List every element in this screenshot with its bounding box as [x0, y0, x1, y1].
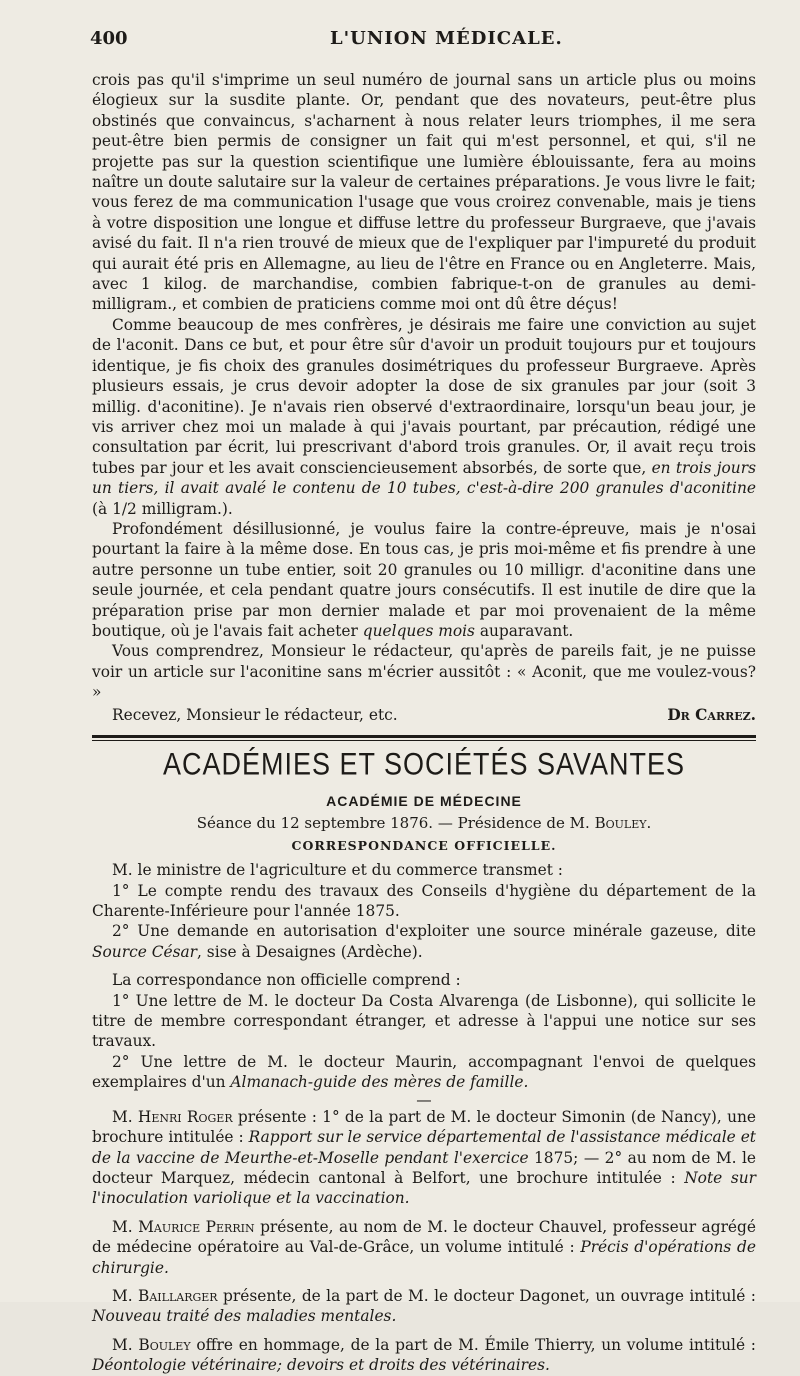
- letter-paragraph-3: Profondément désillusionné, je voulus faire la contre-épreuve, mais je n'osai pourtant la faire à la même dose. En tous cas, je pris moi-même et fis prendre à une autre personne un tube entier, soit 20 granules ou 10 milligr. d'aconitine dans une seule journée, et cela pendant quatre jours consécutifs. Il est inutile de dire que la préparation prise par mon dernier malade et par moi provenaient de la même boutique, où je l'avais fait acheter quelques mois auparavant.: [92, 519, 756, 640]
- section-divider: [92, 735, 756, 741]
- official-item-1: 1° Le compte rendu des travaux des Conseils d'hygiène du département de la Charente-Inférieure pour l'année 1875.: [92, 881, 756, 921]
- baillarger-paragraph: M. Baillarger présente, de la part de M. le docteur Dagonet, un ouvrage intitulé : Nouveau traité des maladies mentales.: [92, 1286, 756, 1326]
- letter-closing: Recevez, Monsieur le rédacteur, etc.: [112, 705, 398, 724]
- letter-paragraph-2: Comme beaucoup de mes confrères, je désirais me faire une conviction au sujet de l'aconit. Dans ce but, et pour être sûr d'avoir un produit toujours pur et toujours identique, je fis choix des granules dosimétriques du professeur Burgraeve. Après plusieurs essais, je crus devoir adopter la dose de six granules par jour (soit 3 millig. d'aconitine). Je n'avais rien observé d'extraordinaire, lorsqu'un beau jour, je vis arriver chez moi un malade à qui j'avais pourtant, par précaution, rédigé une consultation par écrit, lui prescrivant d'abord trois granules. Or, il avait reçu trois tubes par jour et les avait consciencieusement absorbés, de sorte que, en trois jours un tiers, il avait avalé le contenu de 10 tubes, c'est-à-dire 200 granules d'aconitine (à 1/2 milligram.).: [92, 315, 756, 518]
- nonofficial-item-1: 1° Une lettre de M. le docteur Da Costa Alvarenga (de Lisbonne), qui sollicite le titre de membre correspondant étranger, et adresse à l'appui une notice sur ses travaux.: [92, 991, 756, 1051]
- official-item-2: 2° Une demande en autorisation d'exploiter une source minérale gazeuse, dite Source César, sise à Desaignes (Ardèche).: [92, 922, 756, 961]
- seance-line: Séance du 12 septembre 1876. — Présidence de M. Bouley.: [196, 814, 652, 833]
- section-title: ACADÉMIES ET SOCIÉTÉS SAVANTES: [162, 746, 686, 782]
- roger-paragraph: M. Henri Roger présente : 1° de la part de M. le docteur Simonin (de Nancy), une brochure intitulée : Rapport sur le service départemental de l'assistance médicale et de la vaccine de Meurthe-et-Moselle pendant l'exercice 1875; — 2° au nom de M. le docteur Marquez, médecin cantonal à Belfort, une brochure intitulée : Note sur l'inoculation variolique et la vaccination.: [92, 1107, 756, 1208]
- letter-signature: Dr Carrez.: [667, 705, 756, 724]
- page-number: 400: [90, 28, 128, 49]
- official-intro: M. le ministre de l'agriculture et du commerce transmet :: [112, 861, 563, 880]
- perrin-paragraph: M. Maurice Perrin présente, au nom de M. le docteur Chauvel, professeur agrégé de médecine opératoire au Val-de-Grâce, un volume intitulé : Précis d'opérations de chirurgie.: [92, 1217, 756, 1277]
- bouley-paragraph: M. Bouley offre en hommage, de la part de M. Émile Thierry, un volume intitulé : Déontologie vétérinaire; devoirs et droits des vétérinaires.: [92, 1335, 756, 1375]
- letter-signature-line: [92, 705, 756, 725]
- page-body: [92, 70, 756, 1376]
- letter-paragraph-3-italic: quelques mois: [362, 621, 475, 640]
- nonofficial-intro: La correspondance non officielle comprend :: [112, 971, 461, 990]
- subsection-separator: —: [416, 1090, 432, 1109]
- correspondence-heading: CORRESPONDANCE OFFICIELLE.: [291, 837, 557, 853]
- letter-paragraph-2-italic: en trois jours un tiers, il avait avalé le contenu de 10 tubes, c'est-à-dire 200 granules d'aconitine: [92, 458, 756, 498]
- running-title: L'UNION MÉDICALE.: [330, 28, 563, 49]
- nonofficial-item-2: 2° Une lettre de M. le docteur Maurin, accompagnant l'envoi de quelques exemplaires d'un Almanach-guide des mères de famille.: [92, 1052, 756, 1092]
- academy-heading: ACADÉMIE DE MÉDECINE: [326, 793, 522, 809]
- page-header: [90, 26, 770, 52]
- letter-paragraph-1: crois pas qu'il s'imprime un seul numéro de journal sans un article plus ou moins élogieux sur la susdite plante. Or, pendant que des novateurs, peut-être plus obstinés que convaincus, s'acharnent à nous relater leurs triomphes, il me sera peut-être bien permis de consigner un fait qui m'est personnel, et qui, s'il ne projette pas sur la question scientifique une lumière éblouissante, fera au moins naître un doute salutaire sur la valeur de certaines préparations. Je vous livre le fait; vous ferez de ma communication l'usage que vous croirez convenable, mais je tiens à votre disposition une longue et diffuse lettre du professeur Burgraeve, que j'avais avisé du fait. Il n'a rien trouvé de mieux que de l'expliquer par l'impureté du produit qui aurait été pris en Allemagne, au lieu de l'être en France ou en Angleterre. Mais, avec 1 kilog. de marchandise, combien fabrique-t-on de granules au demi-milligram., et combien de praticiens comme moi ont dû être déçus!: [92, 71, 756, 314]
- letter-paragraph-4: Vous comprendrez, Monsieur le rédacteur, qu'après de pareils fait, je ne puisse voir un article sur l'aconitine sans m'écrier aussitôt : « Aconit, que me voulez-vous? »: [92, 642, 756, 702]
